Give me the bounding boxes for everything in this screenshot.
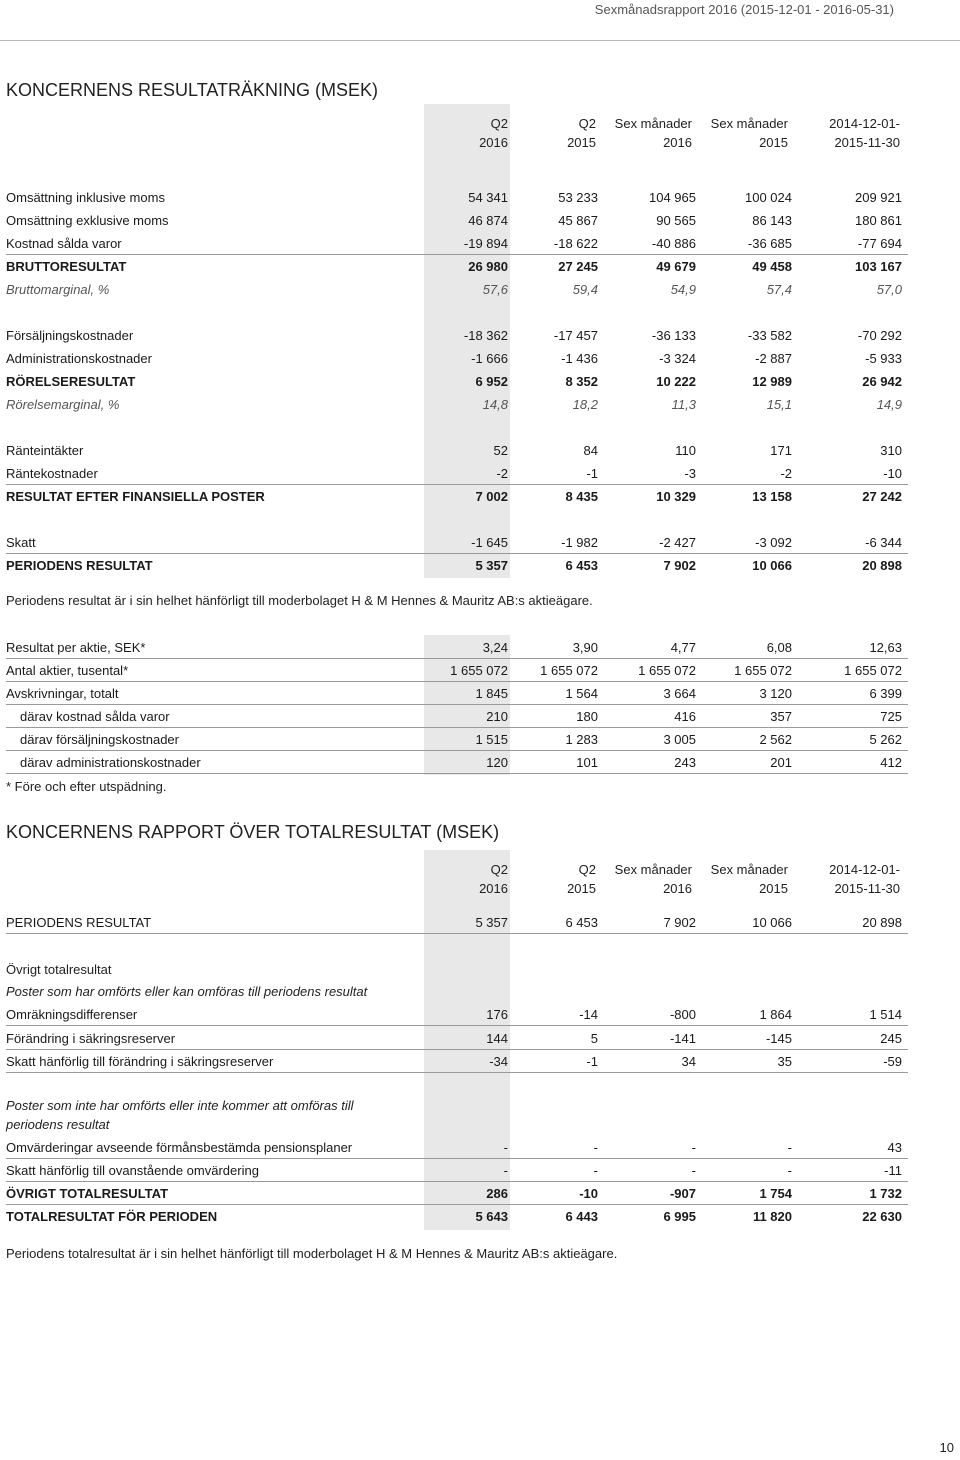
reclass-heading: Poster som har omförts eller kan omföras till periodens resultat <box>6 984 368 999</box>
cell-value: 5 643 <box>475 1209 508 1224</box>
cell-value: 1 655 072 <box>638 663 696 678</box>
cell-value: 46 874 <box>468 213 508 228</box>
cell-value: 209 921 <box>855 190 902 205</box>
cell-value: 54,9 <box>670 282 696 297</box>
cell-value: - <box>691 1140 696 1155</box>
cell-value: -14 <box>579 1007 598 1022</box>
cell-value: 144 <box>486 1031 508 1046</box>
cell-value: 59,4 <box>572 282 598 297</box>
column-header <box>582 114 692 154</box>
cell-value: 6,08 <box>766 640 792 655</box>
cell-value: 27 245 <box>558 259 598 274</box>
table-row <box>6 256 906 278</box>
cell-value: 3 005 <box>663 732 696 747</box>
table-row <box>6 187 906 209</box>
cell-value: 13 158 <box>752 489 792 504</box>
row-label: Avskrivningar, totalt <box>6 686 119 701</box>
cell-value: 7 902 <box>663 558 696 573</box>
cell-value: 43 <box>887 1140 902 1155</box>
table-row <box>6 486 906 508</box>
cell-value: 5 262 <box>869 732 902 747</box>
cell-value: -70 292 <box>857 328 902 343</box>
cell-value: 5 357 <box>475 915 508 930</box>
cell-value: 15,1 <box>766 397 792 412</box>
column-header <box>790 114 900 154</box>
table-row <box>6 325 906 347</box>
cell-value: 1 515 <box>475 732 508 747</box>
cell-value: 20 898 <box>862 915 902 930</box>
cell-value: 6 443 <box>565 1209 598 1224</box>
cell-value: 416 <box>674 709 696 724</box>
cell-value: -18 622 <box>553 236 598 251</box>
row-label: Ränteintäkter <box>6 443 84 458</box>
table-row <box>6 348 906 370</box>
cell-value: 725 <box>880 709 902 724</box>
cell-value: 245 <box>880 1031 902 1046</box>
cell-value: 10 066 <box>752 915 792 930</box>
cell-value: -1 <box>586 1054 598 1069</box>
row-label: Resultat per aktie, SEK* <box>6 640 146 655</box>
column-header-line2: 2016 <box>479 881 508 896</box>
table-row <box>6 1004 906 1026</box>
row-label: Rörelsemarginal, % <box>6 397 120 412</box>
cell-value: -19 894 <box>463 236 508 251</box>
cell-value: -907 <box>669 1186 696 1201</box>
cell-value: - <box>787 1140 792 1155</box>
column-header-line1: Q2 <box>490 862 508 877</box>
cell-value: -3 <box>684 466 696 481</box>
income-statement-title: KONCERNENS RESULTATRÄKNING (MSEK) <box>6 80 379 100</box>
cell-value: 10 222 <box>656 374 696 389</box>
cell-value: 210 <box>486 709 508 724</box>
cell-value: -1 436 <box>561 351 598 366</box>
row-label: PERIODENS RESULTAT <box>6 558 153 573</box>
cell-value: -34 <box>489 1054 508 1069</box>
cell-value: -11 <box>884 1163 902 1178</box>
cell-value: 357 <box>770 709 792 724</box>
cell-value: 2 562 <box>759 732 792 747</box>
cell-value: 1 754 <box>759 1186 792 1201</box>
cell-value: 286 <box>486 1186 508 1201</box>
cell-value: 45 867 <box>558 213 598 228</box>
table-row <box>6 706 906 728</box>
cell-value: 4,77 <box>670 640 696 655</box>
cell-value: 100 024 <box>745 190 792 205</box>
cell-value: 54 341 <box>468 190 508 205</box>
cell-value: -2 427 <box>659 535 696 550</box>
income-statement-note: Periodens resultat är i sin helhet hänförligt till moderbolaget H & M Hennes & Mauritz AB:s aktieägare. <box>6 593 593 608</box>
table-row <box>6 637 906 659</box>
row-label: Räntekostnader <box>6 466 98 481</box>
cell-value: 26 942 <box>862 374 902 389</box>
column-header-line2: 2016 <box>479 135 508 150</box>
cell-value: 49 679 <box>656 259 696 274</box>
cell-value: -5 933 <box>865 351 902 366</box>
other-comprehensive-heading: Övrigt totalresultat <box>6 962 112 977</box>
row-label: RÖRELSERESULTAT <box>6 374 136 389</box>
table-row <box>6 1028 906 1050</box>
cell-value: 310 <box>880 443 902 458</box>
table-row <box>6 683 906 705</box>
cell-value: 110 <box>675 443 696 458</box>
cell-value: -18 362 <box>463 328 508 343</box>
row-label: Försäljningskostnader <box>6 328 134 343</box>
column-header-line1: Q2 <box>490 116 508 131</box>
cell-value: 11,3 <box>671 397 696 412</box>
column-header-line2: 2015 <box>567 135 596 150</box>
row-label: PERIODENS RESULTAT <box>6 915 152 930</box>
cell-value: -40 886 <box>651 236 696 251</box>
cell-value: 1 514 <box>869 1007 902 1022</box>
nonreclass-heading-line2: periodens resultat <box>6 1117 110 1132</box>
row-label: Omvärderingar avseende förmånsbestämda pensionsplaner <box>6 1140 353 1155</box>
cell-value: -141 <box>669 1031 696 1046</box>
cell-value: -36 685 <box>747 236 792 251</box>
cell-value: -17 457 <box>553 328 598 343</box>
cell-value: 1 564 <box>565 686 598 701</box>
cell-value: 35 <box>777 1054 792 1069</box>
cell-value: -77 694 <box>857 236 902 251</box>
cell-value: 90 565 <box>656 213 696 228</box>
column-header-line2: 2016 <box>663 881 692 896</box>
cell-value: - <box>787 1163 792 1178</box>
cell-value: - <box>691 1163 696 1178</box>
cell-value: - <box>593 1140 598 1155</box>
row-label: Omsättning exklusive moms <box>6 213 169 228</box>
row-label: därav kostnad sålda varor <box>20 709 170 724</box>
cell-value: 12 989 <box>752 374 792 389</box>
cell-value: 176 <box>486 1007 508 1022</box>
table-row <box>6 729 906 751</box>
cell-value: 8 435 <box>565 489 598 504</box>
table-row <box>6 210 906 232</box>
table-row <box>6 440 906 462</box>
header-divider <box>0 40 960 41</box>
column-header-line1: Q2 <box>578 116 596 131</box>
row-label: Omräkningsdifferenser <box>6 1007 138 1022</box>
cell-value: -10 <box>883 466 902 481</box>
table-row <box>6 1183 906 1205</box>
nonreclass-heading-line1: Poster som inte har omförts eller inte kommer att omföras till <box>6 1098 354 1113</box>
column-header-line2: 2015 <box>759 135 788 150</box>
cell-value: -59 <box>883 1054 902 1069</box>
cell-value: 57,0 <box>876 282 902 297</box>
table-row <box>6 1137 906 1159</box>
cell-value: -1 <box>586 466 598 481</box>
table-row <box>6 1160 906 1182</box>
cell-value: 52 <box>493 443 508 458</box>
row-label: Omsättning inklusive moms <box>6 190 165 205</box>
row-label: ÖVRIGT TOTALRESULTAT <box>6 1186 169 1201</box>
cell-value: 10 329 <box>656 489 696 504</box>
cell-value: 49 458 <box>752 259 792 274</box>
cell-value: 1 655 072 <box>540 663 598 678</box>
cell-value: 27 242 <box>862 489 902 504</box>
column-header <box>428 114 508 154</box>
column-header-line2: 2015 <box>567 881 596 896</box>
cell-value: 201 <box>770 755 792 770</box>
cell-value: 1 845 <box>475 686 508 701</box>
cell-value: - <box>593 1163 598 1178</box>
cell-value: 5 357 <box>475 558 508 573</box>
cell-value: - <box>503 1163 508 1178</box>
column-header <box>678 860 788 900</box>
cell-value: 11 820 <box>752 1209 792 1224</box>
table-row <box>6 463 906 485</box>
cell-value: 20 898 <box>862 558 902 573</box>
column-header-line2: 2016 <box>663 135 692 150</box>
table-row <box>6 394 906 416</box>
cell-value: 26 980 <box>468 259 508 274</box>
column-header-line1: Sex månader <box>614 116 692 131</box>
cell-value: 57,4 <box>766 282 792 297</box>
cell-value: 34 <box>681 1054 696 1069</box>
row-label: därav administrationskostnader <box>20 755 201 770</box>
row-label: därav försäljningskostnader <box>20 732 179 747</box>
table-row <box>6 279 906 301</box>
cell-value: 1 283 <box>565 732 598 747</box>
cell-value: 14,9 <box>876 397 902 412</box>
column-header-line1: 2014-12-01- <box>829 862 900 877</box>
cell-value: 180 <box>576 709 598 724</box>
cell-value: -3 324 <box>659 351 696 366</box>
cell-value: 6 952 <box>475 374 508 389</box>
table-row <box>6 233 906 255</box>
cell-value: 86 143 <box>752 213 792 228</box>
row-label: Skatt <box>6 535 36 550</box>
cell-value: -3 092 <box>755 535 792 550</box>
cell-value: 3 120 <box>759 686 792 701</box>
cell-value: 171 <box>770 443 792 458</box>
cell-value: -2 887 <box>755 351 792 366</box>
row-label: Skatt hänförlig till ovanstående omvärdering <box>6 1163 259 1178</box>
column-header <box>678 114 788 154</box>
row-label: TOTALRESULTAT FÖR PERIODEN <box>6 1209 218 1224</box>
column-header <box>428 860 508 900</box>
column-header-line1: Q2 <box>578 862 596 877</box>
cell-value: 8 352 <box>565 374 598 389</box>
cell-value: 57,6 <box>482 282 508 297</box>
table-row <box>6 371 906 393</box>
cell-value: 3,24 <box>482 640 508 655</box>
cell-value: -145 <box>765 1031 792 1046</box>
cell-value: -800 <box>669 1007 696 1022</box>
cell-value: 7 002 <box>475 489 508 504</box>
cell-value: 180 861 <box>855 213 902 228</box>
cell-value: 3 664 <box>663 686 696 701</box>
cell-value: -33 582 <box>747 328 792 343</box>
cell-value: 5 <box>590 1031 598 1046</box>
cell-value: -36 133 <box>651 328 696 343</box>
table-row <box>6 532 906 554</box>
cell-value: 101 <box>576 755 598 770</box>
row-label: Bruttomarginal, % <box>6 282 110 297</box>
cell-value: 3,90 <box>572 640 598 655</box>
cell-value: -6 344 <box>865 535 902 550</box>
table-row <box>6 752 906 774</box>
cell-value: 84 <box>583 443 598 458</box>
cell-value: 103 167 <box>855 259 902 274</box>
column-header-line2: 2015-11-30 <box>834 135 900 150</box>
cell-value: -10 <box>579 1186 598 1201</box>
column-header-line1: Sex månader <box>710 862 788 877</box>
row-label: BRUTTORESULTAT <box>6 259 127 274</box>
cell-value: - <box>503 1140 508 1155</box>
dilution-footnote: * Före och efter utspädning. <box>6 779 167 794</box>
cell-value: 6 453 <box>565 915 598 930</box>
column-header <box>790 860 900 900</box>
cell-value: 1 655 072 <box>844 663 902 678</box>
column-header-line1: 2014-12-01- <box>829 116 900 131</box>
cell-value: 18,2 <box>572 397 598 412</box>
page-number: 10 <box>939 1440 954 1455</box>
row-label: Administrationskostnader <box>6 351 152 366</box>
cell-value: -1 982 <box>561 535 598 550</box>
cell-value: 412 <box>880 755 902 770</box>
row-label: Förändring i säkringsreserver <box>6 1031 176 1046</box>
column-header-line2: 2015 <box>759 881 788 896</box>
cell-value: 6 995 <box>663 1209 696 1224</box>
cell-value: 1 655 072 <box>450 663 508 678</box>
row-label: Kostnad sålda varor <box>6 236 122 251</box>
cell-value: 104 965 <box>649 190 696 205</box>
cell-value: -2 <box>496 466 508 481</box>
column-header <box>582 860 692 900</box>
cell-value: 10 066 <box>752 558 792 573</box>
cell-value: 1 864 <box>759 1007 792 1022</box>
cell-value: 120 <box>486 755 508 770</box>
column-header-line1: Sex månader <box>614 862 692 877</box>
cell-value: -1 645 <box>471 535 508 550</box>
cell-value: 14,8 <box>482 397 508 412</box>
cell-value: -1 666 <box>471 351 508 366</box>
cell-value: 243 <box>674 755 696 770</box>
cell-value: 12,63 <box>869 640 902 655</box>
table-row <box>6 1206 906 1228</box>
row-label: Antal aktier, tusental* <box>6 663 129 678</box>
column-header-line2: 2015-11-30 <box>834 881 900 896</box>
table-row <box>6 1051 906 1073</box>
row-label: Skatt hänförlig till förändring i säkringsreserver <box>6 1054 274 1069</box>
table-row <box>6 912 906 934</box>
cell-value: 1 655 072 <box>734 663 792 678</box>
cell-value: 22 630 <box>862 1209 902 1224</box>
row-label: RESULTAT EFTER FINANSIELLA POSTER <box>6 489 265 504</box>
report-header-title: Sexmånadsrapport 2016 (2015-12-01 - 2016-05-31) <box>594 2 894 17</box>
column-header-line1: Sex månader <box>710 116 788 131</box>
cell-value: 7 902 <box>663 915 696 930</box>
comprehensive-income-note: Periodens totalresultat är i sin helhet hänförligt till moderbolaget H & M Hennes & Mauritz AB:s aktieägare. <box>6 1246 618 1261</box>
table-row <box>6 555 906 577</box>
cell-value: 6 399 <box>869 686 902 701</box>
comprehensive-income-title: KONCERNENS RAPPORT ÖVER TOTALRESULTAT (MSEK) <box>6 822 500 842</box>
cell-value: 6 453 <box>565 558 598 573</box>
cell-value: 53 233 <box>558 190 598 205</box>
cell-value: 1 732 <box>869 1186 902 1201</box>
table-row <box>6 660 906 682</box>
cell-value: -2 <box>780 466 792 481</box>
